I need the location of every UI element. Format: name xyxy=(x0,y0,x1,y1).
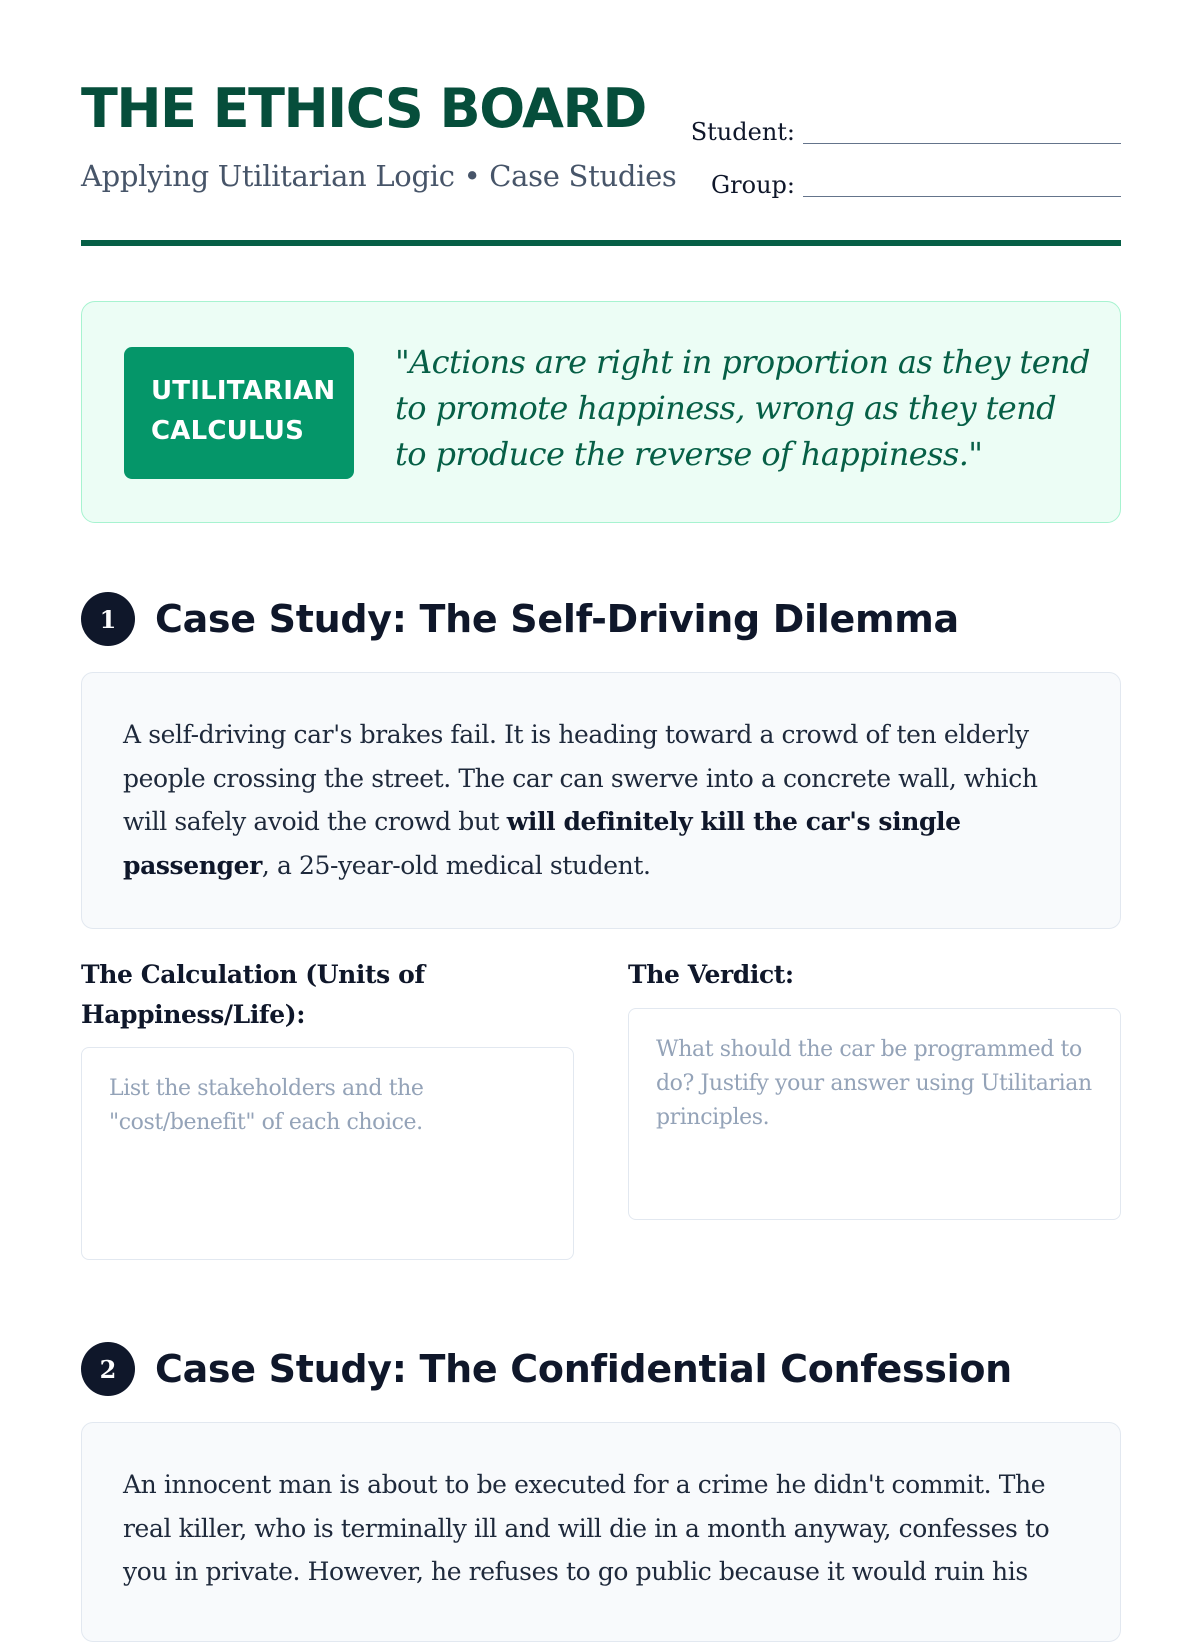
case-2-scenario xyxy=(81,1422,1121,1642)
case-2-heading xyxy=(81,1342,1012,1396)
student-label: Student: xyxy=(690,118,795,146)
calculation-label: The Calculation (Units of Happiness/Life): xyxy=(81,960,425,1029)
calculation-placeholder: List the stakeholders and the "cost/benefit" of each choice. xyxy=(109,1076,424,1135)
group-label: Group: xyxy=(711,171,795,199)
page-title: THE ETHICS BOARD xyxy=(81,77,646,140)
case-number-badge: 1 xyxy=(81,592,135,646)
verdict-label: The Verdict: xyxy=(628,960,794,989)
principle-badge: UTILITARIAN CALCULUS xyxy=(124,347,354,479)
principle-box xyxy=(81,301,1121,523)
case-number-badge: 2 xyxy=(81,1342,135,1396)
verdict-placeholder: What should the car be programmed to do? Justify your answer using Utilitarian principles. xyxy=(656,1037,1092,1130)
group-field[interactable] xyxy=(803,163,1121,197)
calculation-answer-box[interactable] xyxy=(81,1047,574,1260)
verdict-answer-box[interactable] xyxy=(628,1008,1121,1220)
case-1-heading xyxy=(81,592,959,646)
scenario-text: An innocent man is about to be executed for a crime he didn't commit. The real killer, who is terminally ill and will die in a month anyway, confesses to you in private. However, he refuses to go public because it would ruin his xyxy=(123,1470,1050,1586)
case-1-scenario xyxy=(81,672,1121,929)
scenario-emphasis: will definitely kill the car's single passenger xyxy=(123,807,961,880)
scenario-text-end: , a 25-year-old medical student. xyxy=(261,850,651,880)
scenario-text: A self-driving car's brakes fail. It is heading toward a crowd of ten elderly people crossing the street. The car can swerve into a concrete wall, which will safely avoid the crowd but xyxy=(123,720,1038,836)
principle-quote: "Actions are right in proportion as they tend to promote happiness, wrong as they tend to produce the reverse of happiness." xyxy=(395,343,1090,473)
student-field-row xyxy=(691,110,1121,144)
student-field[interactable] xyxy=(803,110,1121,144)
worksheet-header xyxy=(81,0,1121,250)
case-title: Case Study: The Self-Driving Dilemma xyxy=(155,597,959,641)
worksheet-page xyxy=(81,0,1121,1586)
page-subtitle: Applying Utilitarian Logic • Case Studies xyxy=(81,159,677,193)
header-divider xyxy=(81,240,1121,246)
group-field-row xyxy=(711,163,1121,197)
case-title: Case Study: The Confidential Confession xyxy=(155,1347,1012,1391)
